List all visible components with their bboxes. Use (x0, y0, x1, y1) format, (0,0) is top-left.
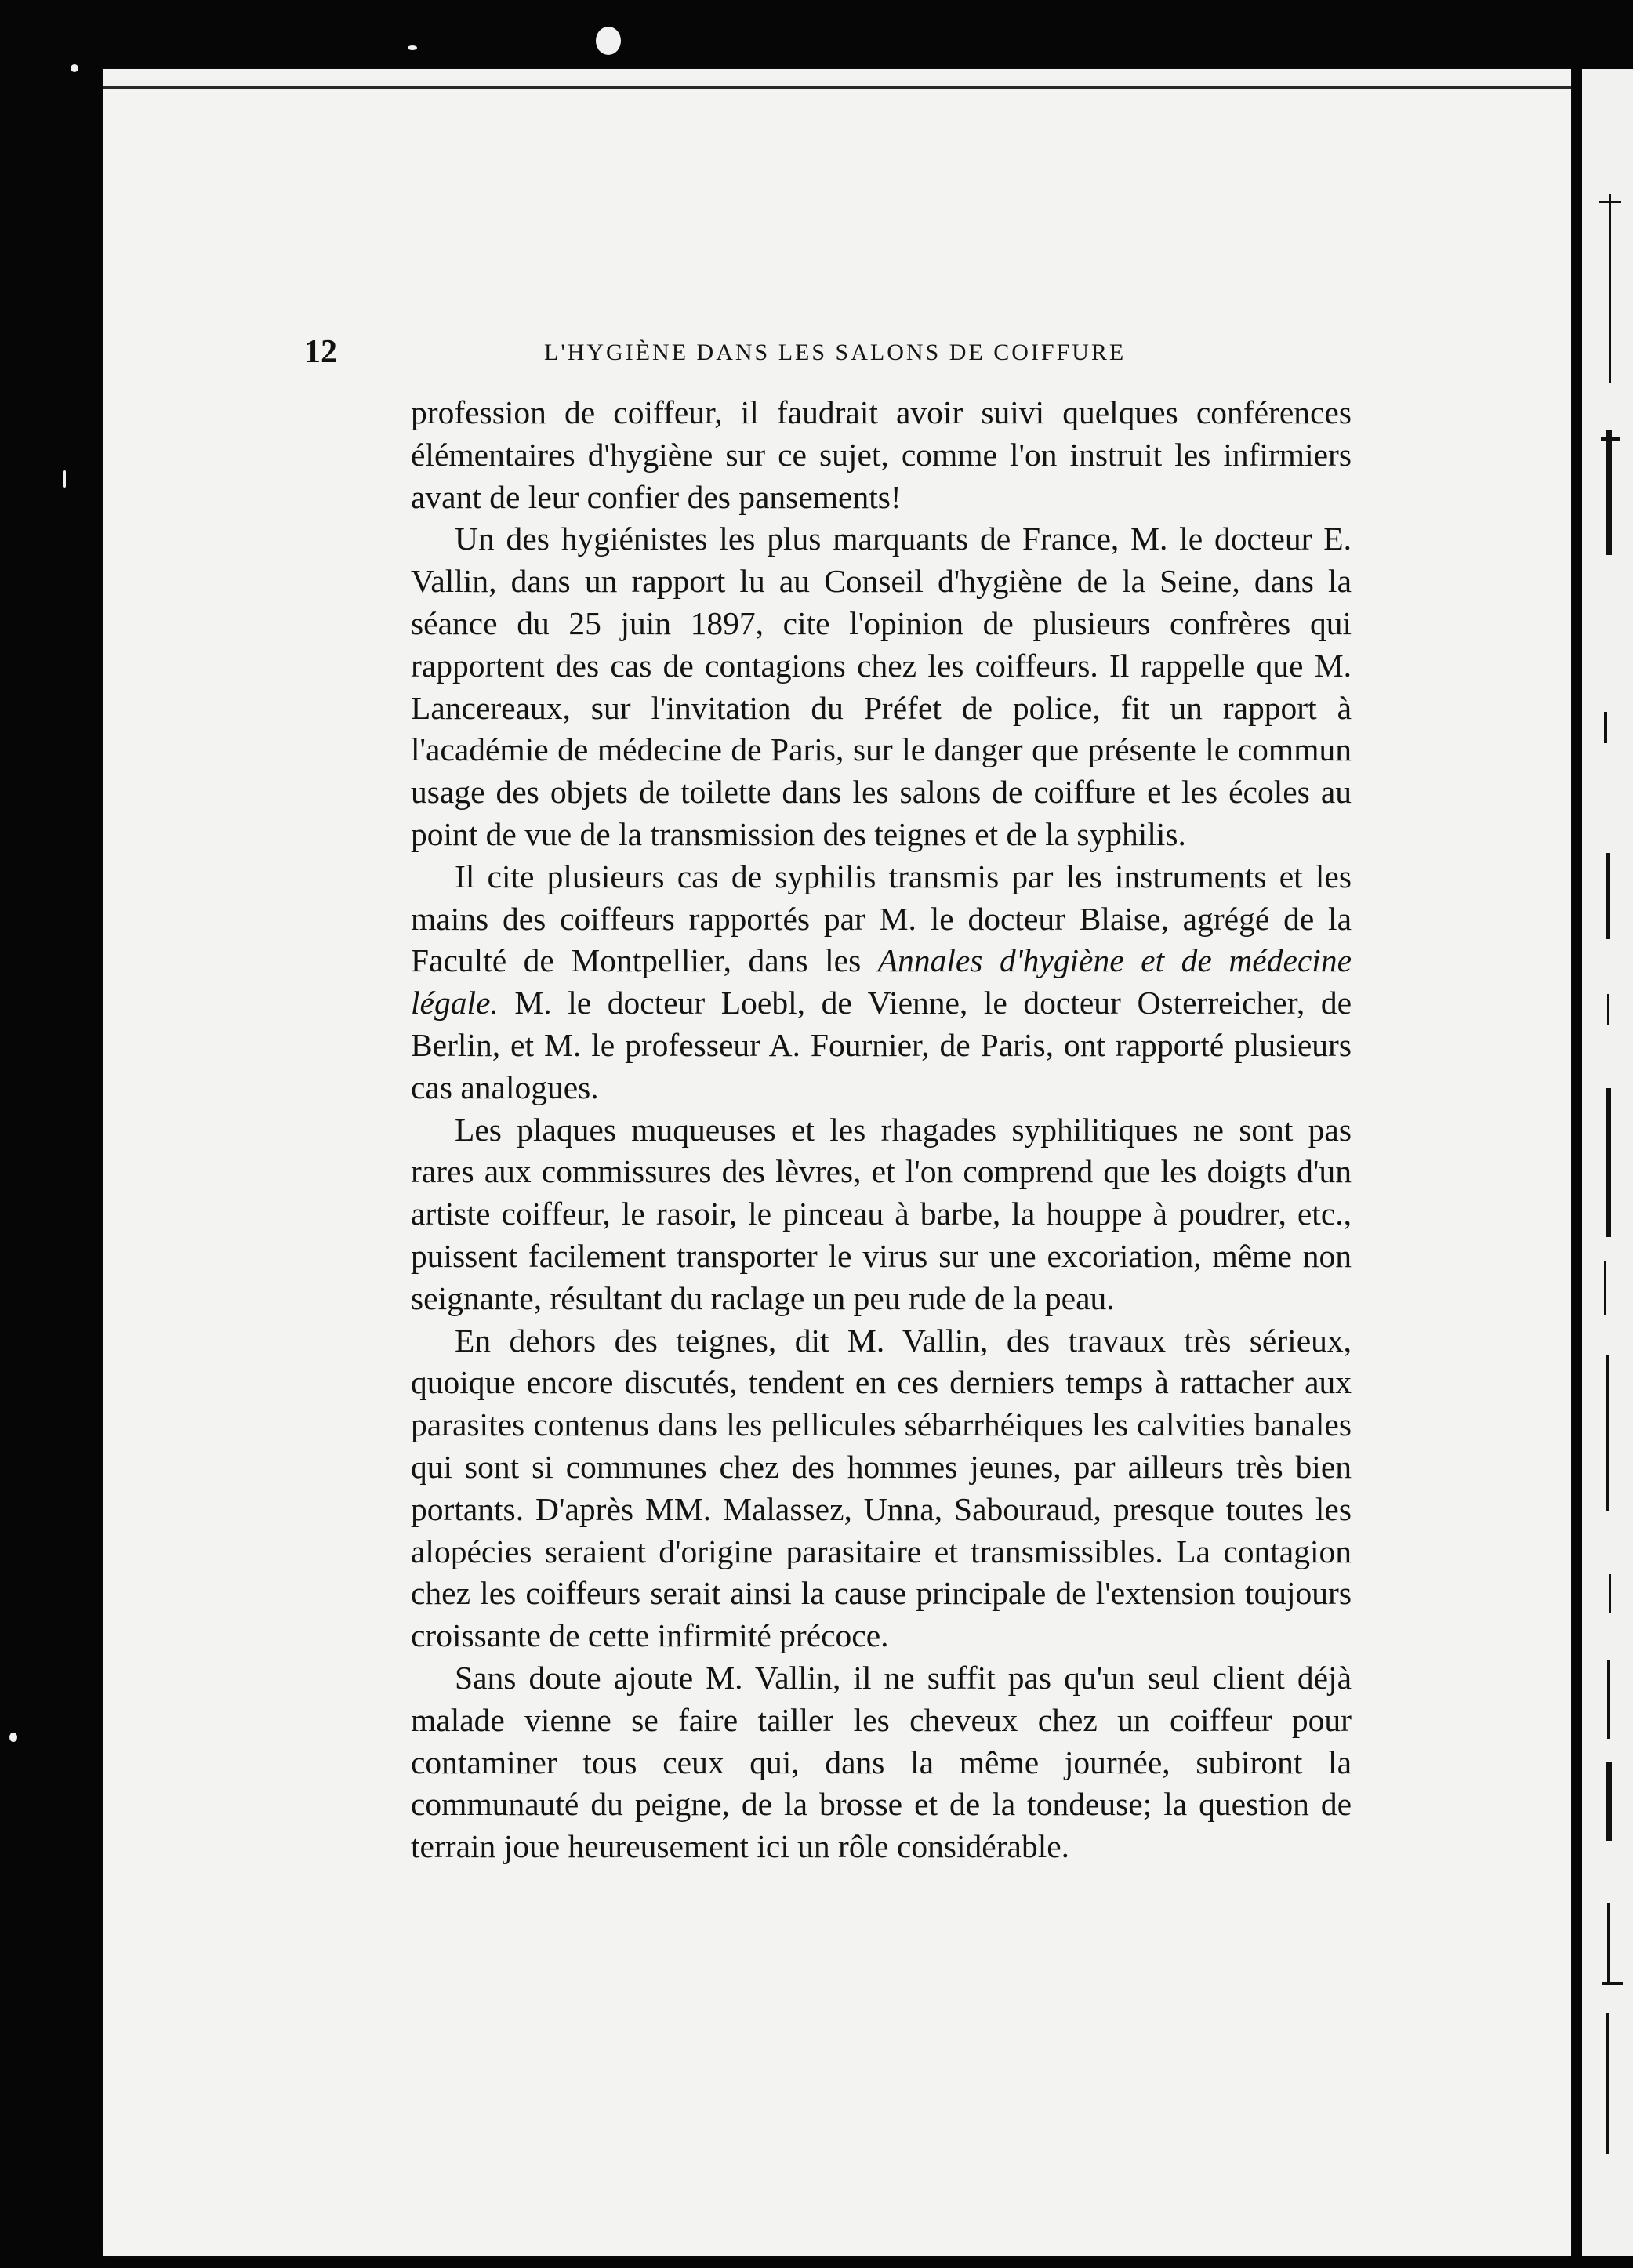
paragraph-6: Sans doute ajoute M. Vallin, il ne suffit pas qu'un seul client déjà malade vienne se faire tailler les cheveux chez un coiffeur pour contaminer tous ceux qui, dans la même journée, subiront la communauté du peigne, de la brosse et de la tondeuse; la question de terrain joue heureusement ici un rôle considérable. (411, 1659, 1352, 1865)
edge-mark (1606, 1355, 1609, 1511)
scan-speck (9, 1733, 17, 1742)
adjacent-page-edge (1582, 69, 1633, 2256)
edge-mark (1604, 712, 1607, 743)
edge-mark (1609, 1574, 1611, 1613)
edge-mark (1607, 1660, 1610, 1739)
edge-mark (1602, 1982, 1623, 1985)
paragraph-3-text-before: Il cite plusieurs cas de syphilis transmis par les instruments et les mains des coiffeurs rapportés par M. le docteur Blaise, agrégé de la Faculté de Montpellier, dans les (411, 858, 1352, 979)
scan-speck (408, 45, 417, 50)
edge-mark (1606, 1762, 1612, 1841)
scan-speck (63, 470, 66, 488)
paragraph-3 (411, 856, 1352, 1109)
edge-mark (1606, 853, 1610, 939)
edge-mark (1607, 994, 1609, 1025)
edge-mark (1606, 430, 1612, 555)
paragraph-3-text-after: M. le docteur Loebl, de Vienne, le docteur Osterreicher, de Berlin, et M. le professeur A. Fournier, de Paris, ont rapporté plusieurs cas analogues. (411, 985, 1352, 1105)
paragraph-2: Un des hygiénistes les plus marquants de France, M. le docteur E. Vallin, dans un rapport lu au Conseil d'hygiène de la Seine, dans la séance du 25 juin 1897, cite l'opinion de plusieurs confrères qui rapportent des cas de contagions chez les coiffeurs. Il rappelle que M. Lancereaux, sur l'invitation du Préfet de police, fit un rapport à l'académie de médecine de Paris, sur le danger que présente le commun usage des objets de toilette dans les salons de coiffure et les écoles au point de vue de la transmission des teignes et de la syphilis. (411, 521, 1352, 852)
edge-mark (1599, 201, 1621, 203)
paragraph-1: profession de coiffeur, il faudrait avoir suivi quelques conférences élémentaires d'hygiène sur ce sujet, comme l'on instruit les infirmiers avant de leur confier des pansements! (411, 394, 1352, 515)
body-text (411, 392, 1352, 1868)
edge-mark (1609, 194, 1611, 383)
edge-mark (1601, 437, 1620, 441)
running-head-title: L'HYGIÈNE DANS LES SALONS DE COIFFURE (544, 339, 1127, 365)
journal-title-italic: Annales d'hygiène et de médecine légale. (411, 942, 1352, 1022)
paragraph-5: En dehors des teignes, dit M. Vallin, des travaux très sérieux, quoique encore discutés, tendent en ces derniers temps à rattacher aux parasites contenus dans les pellicules sébarrhéiques les calvities banales qui sont si communes chez des hommes jeunes, par ailleurs très bien portants. D'après MM. Malassez, Unna, Sabouraud, presque toutes les alopécies seraient d'origine parasitaire et transmissibles. La contagion chez les coiffeurs serait ainsi la cause principale de l'extension toujours croissante de cette infirmité précoce. (411, 1322, 1352, 1654)
page-number: 12 (304, 334, 337, 370)
scan-speck (71, 64, 78, 72)
edge-mark (1606, 1088, 1611, 1237)
edge-mark (1607, 1903, 1610, 1982)
page-top-edge-line (103, 86, 1571, 89)
edge-mark (1604, 1261, 1606, 1315)
scan-speck (596, 27, 621, 55)
paragraph-4: Les plaques muqueuses et les rhagades syphilitiques ne sont pas rares aux commissures des lèvres, et l'on comprend que les doigts d'un artiste coiffeur, le rasoir, le pinceau à barbe, la houppe à poudrer, etc., puissent facilement transporter le virus sur une excoriation, même non seignante, résultant du raclage un peu rude de la peau. (411, 1111, 1352, 1316)
edge-mark (1606, 2013, 1609, 2154)
running-head (304, 333, 1355, 380)
